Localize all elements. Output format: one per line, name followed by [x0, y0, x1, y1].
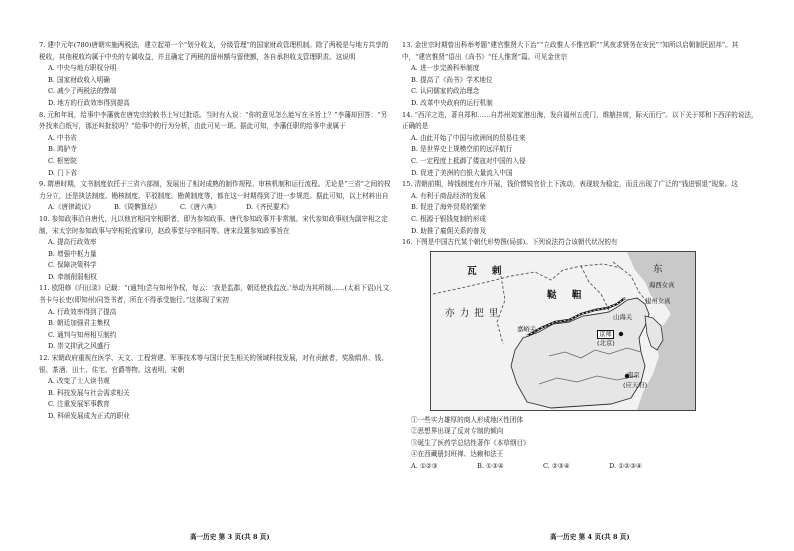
statement-3: ③诞生了医药学总结性著作《本草纲目》: [411, 438, 530, 447]
option-b: B. 鸿胪寺: [48, 145, 77, 154]
options-row: [402, 461, 758, 473]
option-b: B. 促进了海外贸易的繁荣: [411, 203, 486, 212]
question-15: [402, 179, 758, 237]
map-label-jianzhou: 建州女真: [645, 296, 671, 305]
statement-4: ④在西藏册封班禅、达赖和法王: [411, 450, 504, 459]
question-stem: 8. 元和年间，给事中李藩就在唐宪宗的敕书上写过批语。当时有人说：“你的意见怎么能写在圣旨上？”李藩却回答：“另外找来白纸写，那还叫批驳吗？”给事中的行为分析，由此可见一斑。据此可知，李藩任职的给事中隶属于: [39, 110, 388, 131]
question-stem: 10. 参知政事沿自唐代，凡以他官相同宰相职者，即为参知政事。唐代参知政事并非常制。宋代参知政事则为副宰相之定制，宋太宗时参知政事与宰相轮流掌印，赵政事堂与宰相同等。唐宋设置参知政事旨在: [39, 214, 388, 235]
option-a: A. ①②③: [411, 462, 438, 471]
option-d: D. 助推了雇佣关系的普及: [411, 226, 487, 235]
option-d: D. 崇文抑武之风盛行: [48, 342, 110, 351]
option-b: B. 国家财政收入明确: [48, 75, 110, 84]
option-d: D. 科研发展成为正式的职业: [48, 412, 130, 420]
option-c: C. 减少了两税法的弊端: [48, 87, 117, 96]
option-a: A. 由此开始了中国与欧洲间的贸易往来: [411, 133, 526, 142]
left-column: [39, 40, 391, 423]
ming-dynasty-map: [430, 251, 696, 411]
question-stem: 7. 建中元年(780)唐朝实施两税法，建立起第一个“划分收支，分级管理”的国家财政管理机制。除了两税是与地方共享的税收，其他税收均属于中央的专属收益，并且确定了两税的留州额与留使额，各自承担收支管理职责。这说明: [39, 41, 389, 61]
option-a: A. 中书省: [48, 133, 77, 142]
option-c: C. 一定程度上抵御了倭寇对中国的入侵: [411, 156, 526, 165]
map-label-jingshi: 京师: [599, 329, 612, 338]
map-label-dada: 鞑 靼: [547, 289, 588, 301]
map-label-beijing: (北京): [597, 338, 615, 347]
question-14: [402, 110, 758, 180]
question-stem: 12. 宋朝政府重视在医学、天文、工程营建、军事技术等与国计民生相关的领域科技发展，对有贡献者，奖励绢帛、钱、银、茶酒、田土、住宅、官爵等物。这表明，宋朝: [39, 354, 388, 374]
option-c: C. 认同儒家的政治理念: [411, 87, 480, 96]
options-row: [39, 202, 391, 214]
question-stem: 14. “西洋之迭，著自郑和……自苏州刘家港出海，发自福州五虎门，维艄挂席，际天而行”。以下关于郑和下西洋的说法，正确的是: [402, 110, 758, 131]
map-label-nanjing: 南京: [627, 370, 640, 379]
footer-page-4: 高一历史 第 4 页(共 8 页): [550, 533, 630, 541]
question-stem: 15. 清朝前期，铸钱制度有序开展，钱价惯锐官价上下波动，表现较为稳定，而且出现了广泛的“钱进银退”现象。这: [402, 180, 738, 189]
question-10: [39, 214, 391, 284]
option-a: A.《唐律疏议》: [48, 203, 95, 212]
question-stem: 9. 隋唐时期，文书制度依托于三省六部制，发展出了相对成熟的制作规程、审核机制和运行流程。无论是“三省”之间的权力分立，还是执法制度、勘核制度、平驳制度、勘黄制度等，都在这一时期得到了进一步规范。据此可知，以上材料出自: [39, 180, 391, 200]
option-c: C. ②③④: [543, 462, 570, 471]
option-b: B. 是世界史上规模空前的远洋航行: [411, 145, 513, 154]
question-7: [39, 40, 391, 110]
map-label-wala: 瓦 剌: [467, 265, 508, 277]
question-13: [402, 40, 758, 110]
statement-1: ①一些实力雄厚的商人形成地区性团体: [411, 415, 524, 424]
option-b: B. 提高了《尚书》学术地位: [411, 75, 493, 84]
map-label-jiayuguan: 嘉峪关: [517, 324, 537, 333]
question-stem: 16. 下图是中国古代某个朝代形势图(局部)。下列说法符合该朝代状况的有: [402, 238, 618, 247]
option-b: B. ①③④: [477, 462, 504, 471]
option-d: D. 牵制削弱相权: [48, 272, 97, 281]
question-11: [39, 283, 391, 353]
option-d: D. 改革中央政府的运行机制: [411, 98, 493, 107]
option-a: A. 改变了士人读书观: [48, 377, 110, 386]
option-a: A. 提高行政效率: [48, 238, 97, 247]
footer-page-3: 高一历史 第 3 页(共 8 页): [190, 533, 270, 541]
option-b: B. 科技发展与社会需求相关: [48, 388, 130, 397]
option-a: A. 进一步完善科举制度: [411, 64, 480, 73]
map-label-dong: 东: [653, 263, 664, 275]
question-8: [39, 110, 391, 180]
statement-2: ②思想界出现了反对专制的倾向: [411, 427, 504, 436]
option-c: C. 保障决策科学: [48, 261, 97, 270]
option-a: A. 中央与地方职权分明: [48, 64, 117, 73]
map-label-haixi: 海西女真: [649, 280, 675, 289]
capital-marker-beijing: [619, 331, 623, 335]
question-12: [39, 353, 391, 423]
option-b: B. 朝廷加强君主集权: [48, 319, 110, 328]
option-c: C.《唐六典》: [180, 203, 220, 212]
map-label-shanhaiguan: 山海关: [613, 312, 633, 321]
option-a: A. 有利于商品经济的发展: [411, 191, 486, 200]
question-stem: 11. 欧阳修《归田录》记载：“(通判)尝与知州争权，每云：‘我是监郡，朝廷使我监汝。’举动为其所制……(太祖下诏)凡文书卡与长吏(即知州)同签书者，所在不得承受施行。”这体现了宋初: [39, 284, 390, 305]
map-label-yili: 亦 力 把 里: [445, 307, 500, 319]
question-9: [39, 179, 391, 214]
option-d: D. ①②③④: [609, 462, 642, 471]
question-stem: 13. 金世宗时期曾出科举考题“建官惟贤大下治”“立政惟人不惟官职”“风夜求贤务在安民”“知所以启朝制民固邦”。其中，“建官惟贤”语出《尚书》“任人惟贤”篇。可见金世宗: [402, 41, 739, 61]
option-d: D. 门下省: [48, 168, 78, 177]
option-d: D.《齐民要术》: [246, 203, 293, 212]
option-c: C. 注重发展军事教育: [48, 400, 110, 409]
option-b: B. 增强中枢力量: [48, 249, 97, 258]
option-c: C. 根源于银钱复制的形成: [411, 214, 486, 223]
option-d: D. 促进了美洲的白银大量流入中国: [411, 168, 513, 177]
option-c: C. 通判与知州相互制约: [48, 330, 117, 339]
right-column: [402, 40, 758, 473]
option-d: D. 地方的行政效率得到提高: [48, 98, 130, 107]
option-b: B.《周髀算经》: [114, 203, 161, 212]
map-label-yingtianfu: (应天府): [623, 380, 648, 389]
option-c: C. 枢密院: [48, 156, 77, 165]
question-16: [402, 237, 758, 473]
option-a: A. 行政效率得到了提高: [48, 307, 117, 316]
